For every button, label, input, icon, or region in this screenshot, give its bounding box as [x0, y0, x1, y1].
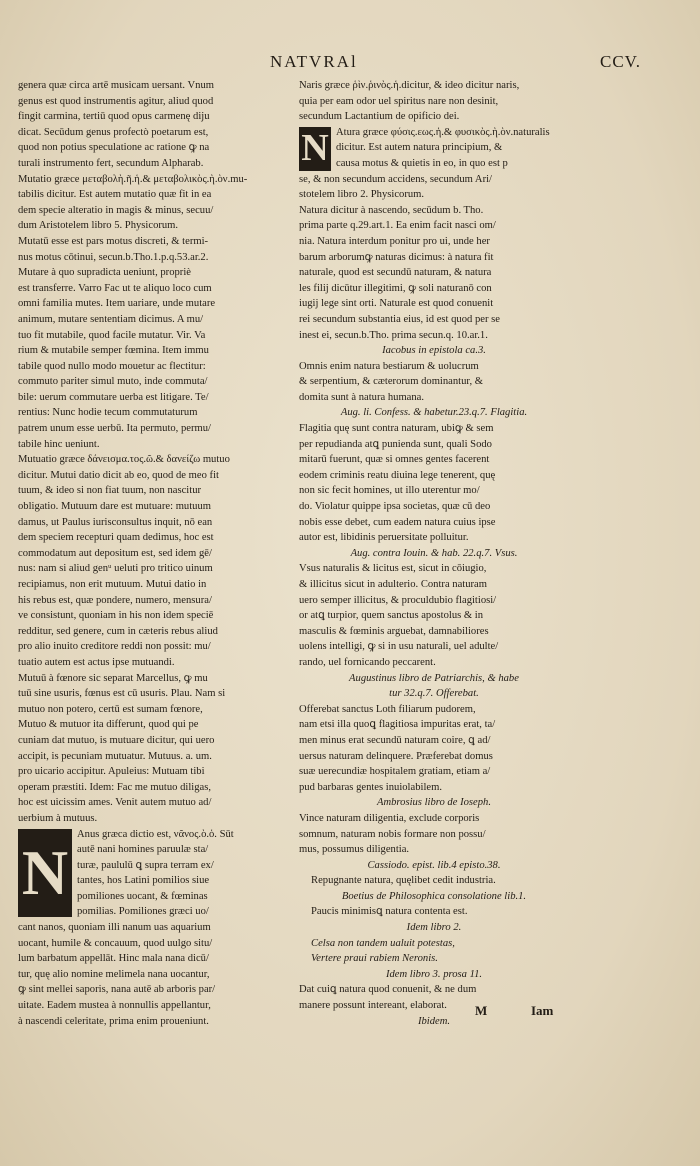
text-line: ꝙ sint mellei saporis, nana autē ab arboris par/ [18, 984, 216, 996]
text-line: uersus naturam delinquere. Præferebat domus [299, 750, 493, 762]
text-line: accipit, is pecuniam mutuatur. Mutuus. a. um. [18, 750, 212, 762]
text-line: pomiliones uocant, & fœminas [77, 890, 208, 902]
text-line: uerbium à mutuus. [18, 812, 98, 824]
text-line: Anus græca dictio est, νᾶνος.ὸ.ὁ. Sūt [77, 828, 234, 840]
text-line: damus, ut Paulus iurisconsultus inquit, nō ean [18, 516, 213, 528]
text-line: dem speciem recepturi quam dedimus, hoc est [18, 532, 214, 544]
text-line: tuo fit mutabile, quod facile mutatur. Vir. Va [18, 329, 206, 341]
text-line: tuum, & ideo si non fiat tuum, non nascitur [18, 485, 202, 497]
text-line: Celsa non tandem ualuit potestas, [311, 937, 455, 949]
text-line: dicitur. Mutui datio dicit ab eo, quod de meo fit [18, 469, 219, 481]
page-header [0, 52, 700, 78]
text-line: est transferre. Varro Fac ut te aliquo loco cum [18, 282, 212, 294]
text-line: genus est quod instrumentis agitur, aliud quod [18, 95, 214, 107]
text-line: barum arborumꝙ naturas dicimus: à natura fit [299, 251, 494, 263]
text-line: rium & mutabile semper fœmina. Item immu [18, 345, 209, 357]
decorated-initial-n: N [18, 829, 72, 917]
text-line: Flagitia quę sunt contra naturam, ubiꝙ & sem [299, 423, 494, 435]
citation-augustinus-patriarchis: Augustinus libro de Patriarchis, & habe [349, 672, 519, 684]
text-line: naturale, quod est secundū naturam, & natura [299, 267, 492, 279]
natura-paragraph [299, 203, 569, 343]
text-line: dem specie alteratio in magis & minus, secuu/ [18, 204, 214, 216]
text-line: masculis & fœminis arguebat, damnabiliores [299, 625, 489, 637]
text-line: do. Violatur quippe ipsa societas, quæ cū deo [299, 501, 491, 513]
text-line: Mutuatio græce δάνεισμα.τος.ῶ.& δανείζω mutuo [18, 454, 230, 466]
text-line: Mutatū esse est pars motus discreti, & termi- [18, 235, 209, 247]
text-line: autor est, libidinis peruersitate polluitur. [299, 532, 469, 544]
text-line: nus: nam si aliud genᵘ ueluti pro tritico uinum [18, 563, 213, 575]
text-line: eodem criminis reatu diuina lege tenerent, quę [299, 469, 496, 481]
text-line: prima parte q.29.art.1. Ea enim facit nasci om/ [299, 220, 496, 232]
text-line: iugij lege sint orti. Naturale est quod conuenit [299, 298, 494, 310]
text-line: Omnis enim natura bestiarum & uolucrum [299, 360, 479, 372]
text-line: inest ei, secun.b.Tho. prima secun.q. 10.ar.1. [299, 329, 488, 341]
text-line: Atura græce φύσις.εως.ἡ.& φυσικὸς.ὴ.ὸν.naturalis [336, 126, 550, 138]
paucis-line: Paucis minimisꝗ natura contenta est. [311, 906, 468, 918]
text-line: Offerebat sanctus Loth filiarum pudorem, [299, 703, 476, 715]
citation-boetius: Boetius de Philosophica consolatione lib.1. [341, 890, 527, 902]
right-column [299, 78, 569, 1029]
text-line: dicitur. Est autem natura principium, & [336, 142, 503, 154]
text-line: quod non potius speculatione ac ratione ꝙ na [18, 142, 210, 154]
text-line: animum, mutare sententiam dicimus. A mu/ [18, 313, 204, 325]
citation-cassiodorus: Cassiodo. epist. lib.4 episto.38. [367, 859, 501, 871]
text-line: tantes, hos Latini pomilios siue [77, 875, 210, 887]
vince-paragraph [299, 811, 569, 858]
omnis-paragraph [299, 359, 569, 406]
text-line: bile: uerum commutare uerba est litigare. Te/ [18, 391, 209, 403]
text-line: autē nani homines paruulæ sta/ [77, 844, 209, 856]
text-line: commuto pariter simul muto, inde commuta/ [18, 376, 208, 388]
text-line: fingit carmina, tertiū quod opus carmenę diju [18, 111, 210, 123]
text-line: Mutuū à fœnore sic separat Marcellus, ꝙ mu [18, 672, 208, 684]
text-line: nam etsi illa quoꝗ flagitiosa impuritas erat, ta/ [299, 719, 496, 731]
text-line: tuatio autem est actus ipse mutuandi. [18, 656, 175, 668]
natura-definition [299, 125, 569, 203]
repugnante-line: Repugnante natura, quęlibet cedit industria. [311, 875, 496, 887]
catchword: Iam [531, 1003, 554, 1018]
text-line: mus, possumus diligentia. [299, 844, 410, 856]
text-line: omni familia mutes. Item uariare, unde mutare [18, 298, 216, 310]
text-line: his rebus est, quæ pondere, numero, mensura/ [18, 594, 212, 606]
text-line: dicat. Secūdum genus profectò poetarum est, [18, 126, 209, 138]
text-line: secundum Lactantium de opificio dei. [299, 111, 460, 123]
page-footer [299, 1003, 571, 1025]
text-line: turæ, paululū ꝗ supra terram ex/ [77, 859, 214, 871]
text-line: obligatio. Mutuum dare est mutuare: mutuum [18, 501, 212, 513]
text-line: lum barbatum appellāt. Hinc mala nana dicū/ [18, 953, 209, 965]
text-line: Vince naturam diligentia, exclude corporis [299, 812, 480, 824]
text-line: redditur, sed genere, cum in cæteris rebus aliud [18, 625, 218, 637]
text-line: nia. Natura interdum ponitur pro ui, unde her [299, 235, 490, 247]
text-line: pud barbaras gentes inuiolabilem. [299, 781, 442, 793]
text-line: Dat cuiꝗ natura quod conuenit, & ne dum [299, 984, 477, 996]
text-line: non sic fecit homines, ut illo uterentur mo/ [299, 485, 480, 497]
text-line: suæ uerecundiæ hospitalem gratiam, etiam a/ [299, 766, 491, 778]
text-line: Mutuo & mutuor ita differunt, quod qui pe [18, 719, 199, 731]
text-line: mutuo non potero, certū est sumam fœnore, [18, 703, 203, 715]
text-line: Naris græce ῥὶν.ῥινὸς.ἡ.dicitur, & ideo dicitur naris, [299, 80, 520, 91]
text-line: rentius: Nunc hodie tecum commutaturum [18, 407, 198, 419]
text-line: & serpentium, & cæterorum dominantur, & [299, 376, 484, 388]
citation-iacobus: Iacobus in epistola ca.3. [382, 345, 486, 357]
text-line: tabile quod nullo modo mouetur ac flectitur: [18, 360, 206, 372]
citation-augustinus-patriarchis-cont: tur 32.q.7. Offerebat. [389, 688, 479, 700]
text-line: somnum, naturam nobis formare non possu/ [299, 828, 486, 840]
text-line: & illicitus sicut in adulterio. Contra naturam [299, 579, 488, 590]
text-line: genera quæ circa artē musicam uersant. Vnum [18, 80, 215, 91]
citation-idem-libro-2: Idem libro 2. [406, 922, 462, 934]
text-line: commodatum aut depositum est, sed idem gē/ [18, 547, 212, 559]
text-line: tuū sine usuris, fœnus est cū usuris. Plau. Nam si [18, 688, 226, 700]
text-line: uitate. Eadem mustea à nonnullis appellantur, [18, 1000, 211, 1012]
citation-augustine-iovinian: Aug. contra Iouin. & hab. 22.q.7. Vsus. [350, 547, 518, 559]
citation-ambrosius: Ambrosius libro de Ioseph. [377, 797, 491, 809]
text-line: domita sunt à natura humana. [299, 391, 425, 403]
text-line: pomilias. Pomiliones græci uo/ [77, 906, 209, 918]
text-line: quia per eam odor uel spiritus nare non desinit, [299, 95, 499, 107]
text-line: les filij dicūtur illegitimi, ꝙ soli naturanō con [299, 282, 492, 294]
text-line: Vsus naturalis & licitus est, sicut in cōiugio, [299, 563, 487, 575]
text-line: mitarū fuerunt, quæ si omnes gentes facerent [299, 454, 490, 466]
text-line: ve consistunt, quoniam in his non idem speciē [18, 610, 214, 622]
text-line: recipiamus, non erit mutuum. Mutui datio in [18, 579, 207, 590]
text-line: pro alio inuito creditore reddi non possit: mu/ [18, 641, 211, 653]
initial-n-natura: N [299, 127, 331, 171]
text-line: rei secundum substantia eius, id est quod per se [299, 313, 500, 325]
text-line: nus motus cōtinui, secun.b.Tho.1.p.q.53.ar.2. [18, 251, 209, 263]
left-column-text [18, 78, 286, 827]
text-line: Mutatio græce μεταβολὴ.ῆ.ἡ.& μεταβολικὸς.ὴ.ὸν.mu- [18, 173, 248, 185]
text-line: uero semper illicitus, & proculdubio flagitiosi/ [299, 594, 497, 606]
text-line: cant nanos, quoniam illi nanum uas aquarium [18, 922, 211, 934]
naris-entry [299, 78, 569, 125]
vsus-paragraph [299, 561, 569, 670]
text-line: uocant, humile & concauum, quod uulgo situ/ [18, 937, 213, 949]
citation-ibidem: Ibidem. [417, 1015, 451, 1027]
text-line: men minus erat secundū naturam coire, ꝗ ad/ [299, 734, 491, 746]
text-line: manere possunt intereant, elaborat. [299, 1000, 447, 1012]
running-head: NATVRAl [270, 52, 358, 71]
offerebat-paragraph [299, 702, 569, 796]
text-line: hoc est uicissim ames. Venit autem mutuo ad/ [18, 797, 212, 809]
flagitia-paragraph [299, 421, 569, 546]
text-line: rando, uel fornicando peccarent. [299, 656, 436, 668]
verse-lines [299, 936, 569, 967]
citation-augustine-confessions: Aug. li. Confess. & habetur.23.q.7. Flagitia. [340, 407, 528, 419]
folio-number: CCV. [600, 52, 642, 71]
text-line: nobis esse debet, cum eadem natura cuius ipse [299, 516, 496, 528]
text-line: or atꝗ turpior, quem sanctus apostolus & in [299, 610, 484, 622]
text-line: Vertere praui rabiem Neronis. [311, 953, 438, 965]
text-line: causa motus & quietis in eo, in quo est p [336, 157, 508, 169]
text-line: tabilis dicitur. Est autem mutatio quæ fit in ea [18, 189, 212, 201]
text-line: pro uicario accipitur. Apuleius: Mutuam tibi [18, 766, 205, 778]
citation-idem-libro-3: Idem libro 3. prosa 11. [385, 968, 483, 980]
text-line: tabile hinc ueniunt. [18, 438, 100, 450]
text-line: cuniam dat mutuo, is mutuare dicitur, qui uero [18, 734, 215, 746]
text-line: stotelem libro 2. Physicorum. [299, 189, 425, 201]
signature-mark: M [475, 1003, 488, 1018]
text-line: se, & non secundum accidens, secundum Ari/ [299, 173, 492, 185]
text-line: operam præstiti. Idem: Fac me mutuo diligas, [18, 781, 212, 793]
text-line: per repudianda atꝗ punienda sunt, quali Sodo [299, 438, 492, 450]
text-line: uolens intelligi, ꝙ si in usu naturali, uel adulte/ [299, 641, 499, 653]
text-line: turali instrumento fert, secundum Alpharab. [18, 157, 204, 169]
text-line: à nascendi celeritate, prima enim proueniunt. [18, 1015, 209, 1027]
text-line: dum Aristotelem libro 5. Physicorum. [18, 220, 179, 232]
text-line: patrem unum esse uerbū. Ita permuto, permu/ [18, 423, 211, 435]
left-column [18, 78, 286, 1029]
text-line: tur, quę alio nomine melimela nana uocantur, [18, 968, 210, 980]
text-line: Natura dicitur à nascendo, secūdum b. Tho. [299, 204, 484, 216]
text-line: Mutare à quo supradicta ueniunt, propriè [18, 267, 191, 279]
